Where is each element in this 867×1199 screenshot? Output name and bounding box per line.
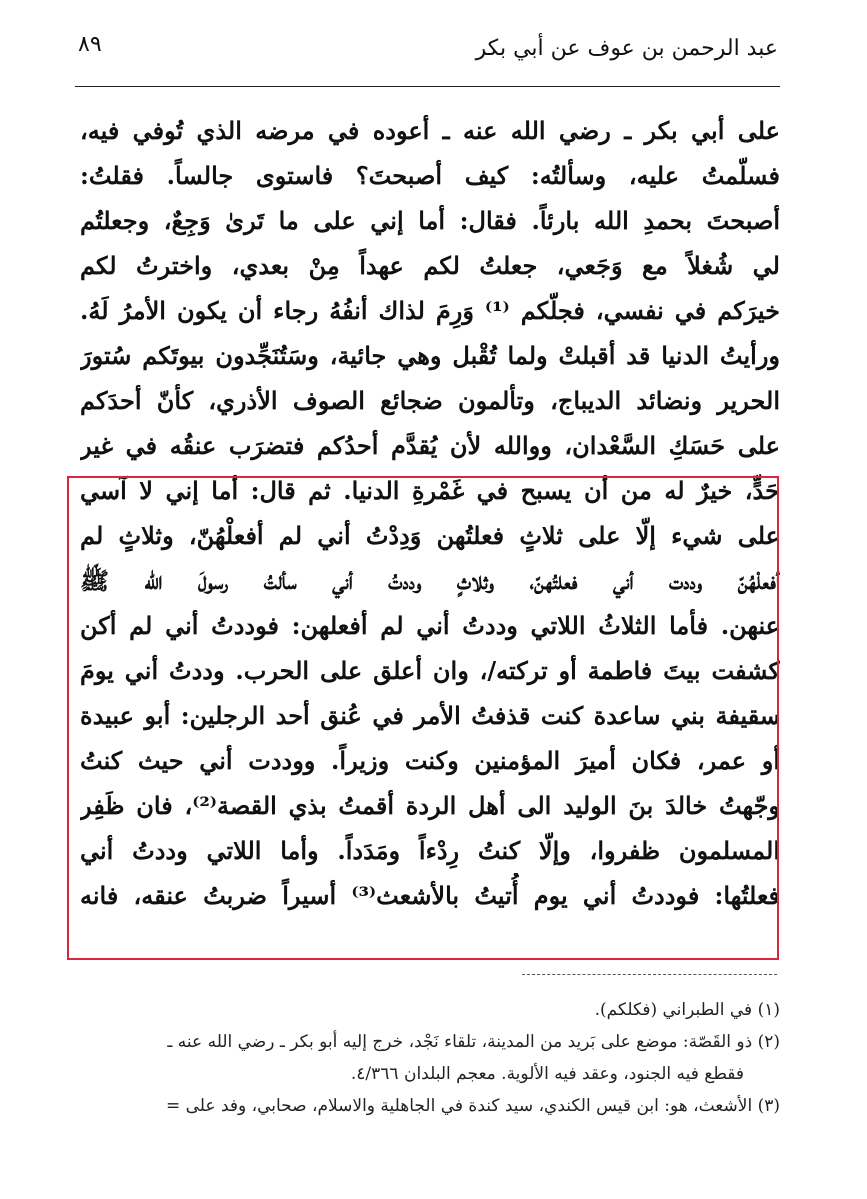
footnote-3: (٣) الأشعث، هو: ابن قيس الكندي، سيد كندة في الجاهلية والاسلام، صحابي، وفد على = [165,1096,780,1116]
page-header [78,30,778,86]
running-title: عبد الرحمن بن عوف عن أبي بكر [475,36,778,61]
text-line: أصبحتَ بحمدِ الله بارئاً. فقال: أما إني على ما تَرىٰ وَجِعٌ، وجعلتُم [80,206,780,235]
text-line: ورأيتُ الدنيا قد أقبلتْ ولما تُقْبل وهي جائية، وسَتُنَجِّدون بيوتَكم سُتورَ [80,341,780,370]
text-line: سقيفة بني ساعدة كنت قذفتُ الأمر في عُنق أحد الرجلين: أبو عبيدة [80,701,780,730]
text-line: كشفت بيتَ فاطمة أو تركته/، وان أعلق على الحرب. وددتُ أني يومَ [80,656,780,685]
text-line: فسلّمتُ عليه، وسألتُه: كيف أصبحتَ؟ فاستوى جالساً. فقلتُ: [80,161,780,190]
text-line: على حَسَكِ السَّعْدان، ووالله لأن يُقدَّم أحدُكم فتضرَب عنقُه في غير [80,431,780,460]
text-line: حَدٍّ، خيرٌ له من أن يسبح في غَمْرةِ الدنيا. ثم قال: أما إني لا آسي [80,476,780,505]
text-line: أفعلْهُنّ وددت أني فعلتُهنّ، وثلاثٍ وددتُ أني سألتُ رسولَ الله ﷺ [80,566,780,595]
text-line: الحرير ونضائد الديباج، وتألمون ضجائع الصوف الأذري، كأنّ أحدَكم [80,386,780,415]
text-line: لي شُغلاً مع وَجَعي، جعلتُ لكم عهداً مِنْ بعدي، واخترتُ لكم [80,251,780,280]
highlight-box [67,476,779,960]
text-line: على أبي بكر ـ رضي الله عنه ـ أعوده في مرضه الذي تُوفي فيه، [80,116,780,145]
text-line: على شيء إلّا على ثلاثٍ فعلتُهن وَدِدْتُ أني لم أفعلْهُنّ، وثلاثٍ لم [80,521,780,550]
text-line: فعلتُها: فوددتُ أني يوم أُتيتُ بالأشعث⁽³⁾ أسيراً ضربتُ عنقه، فانه [80,881,780,910]
text-line: أو عمر، فكان أميرَ المؤمنين وكنت وزيراً. ووددت أني حيث كنتُ [80,746,780,775]
text-line: عنهن. فأما الثلاثُ اللاتي وددتُ أني لم أفعلهن: فوددتُ أني لم أكن [80,611,780,640]
footnote-1: (١) في الطبراني (فكلكم). [594,1000,780,1020]
page-number: ٨٩ [78,32,102,57]
footnote-2-continued: فقطع فيه الجنود، وعقد فيه الألوية. معجم البلدان ٤/٣٦٦. [350,1064,744,1084]
text-line: المسلمون ظفروا، وإلّا كنتُ رِدْءاً ومَدَداً. وأما اللاتي وددتُ أني [80,836,780,865]
footnotes [80,994,780,1122]
text-line: وجّهتُ خالدَ بنَ الوليد الى أهل الردة أقمتُ بذي القصة⁽²⁾، فان ظَفِر [80,791,780,820]
text-line: خيرَكم في نفسي، فجلّكم ⁽¹⁾ وَرِمَ لذاك أنفُهُ رجاء أن يكون الأمرُ لَهُ. [80,296,780,325]
footnote-rule [522,974,777,975]
footnote-2: (٢) ذو القَصّة: موضع على بَريد من المدينة، تلقاء نَجْد، خرج إليه أبو بكر ـ رضي الله عنه ـ [167,1032,780,1052]
header-rule [75,86,780,87]
